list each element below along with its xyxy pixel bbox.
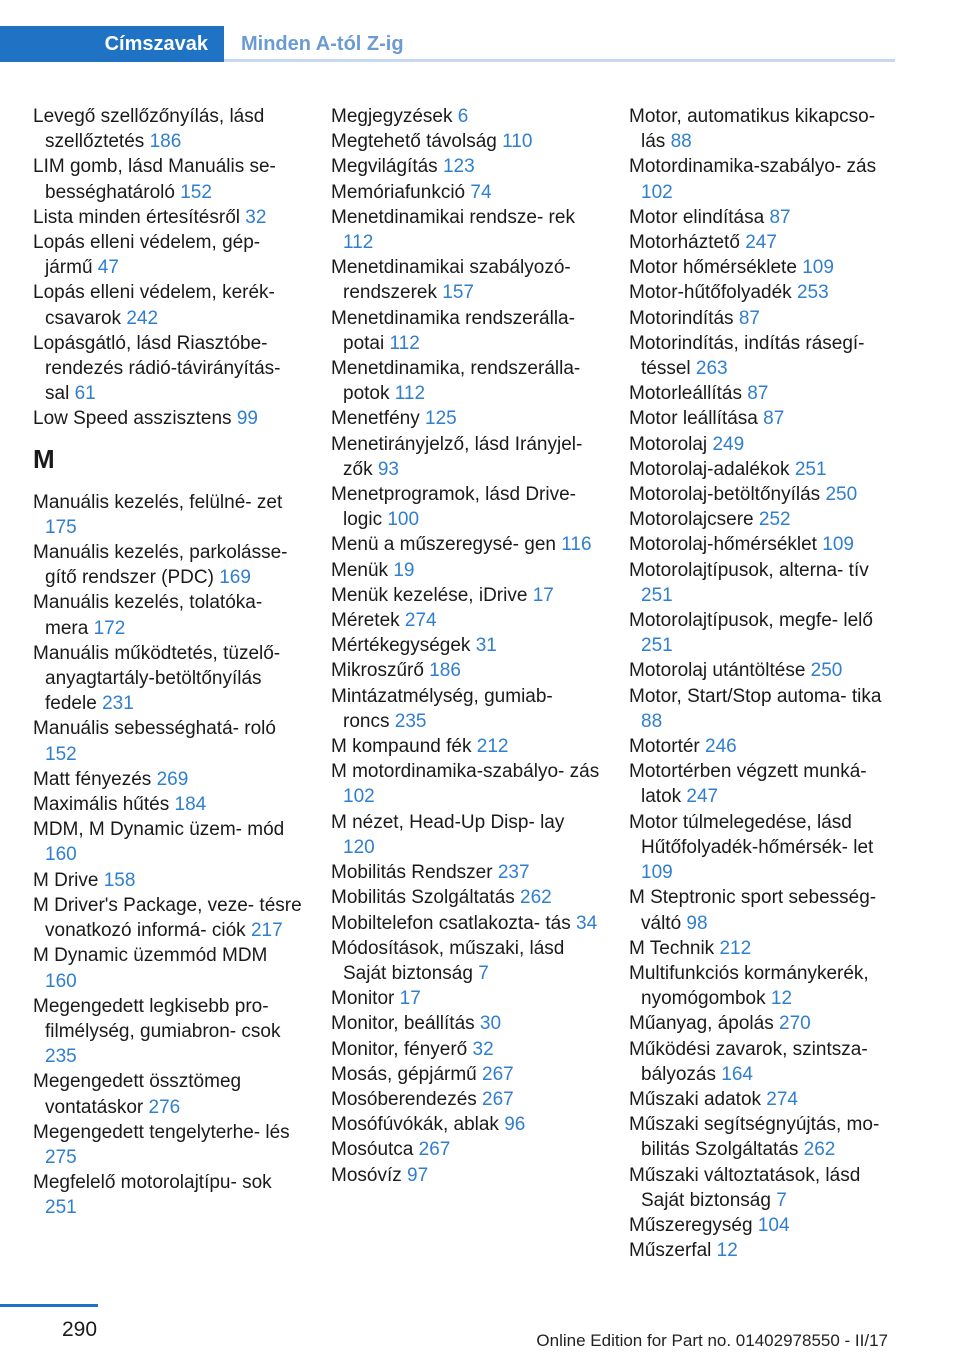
footer-rule [0, 1304, 98, 1307]
index-entry-text: Mosóutca [331, 1139, 414, 1161]
index-entry-text: Motor túlmelegedése, lásd Hűtőfolyadék-hőmérsék- let [629, 811, 874, 858]
page-link[interactable]: 235 [394, 710, 427, 732]
page-link[interactable]: 17 [532, 584, 554, 606]
index-entry-text: Motorolaj-adalékok [629, 458, 790, 480]
index-entry-text: Mobiltelefon csatlakozta- tás [331, 912, 571, 934]
index-entry [629, 1213, 899, 1238]
index-entry-text: Mikroszűrő [331, 660, 424, 682]
index-entry-text: Menetprogramok, lásd Drive- logic [331, 484, 576, 531]
index-entry [33, 280, 303, 330]
page-link[interactable]: 88 [670, 131, 692, 153]
index-entry [33, 994, 303, 1070]
page-link[interactable]: 120 [343, 836, 375, 858]
index-entry-text: Motor hőmérséklete [629, 257, 797, 279]
index-entry [629, 432, 899, 457]
index-entry [629, 457, 899, 482]
page-link[interactable]: 97 [407, 1164, 429, 1186]
index-entry-text: M Driver's Package, veze- tésre vonatkozó informá- ciók [33, 894, 302, 942]
index-entry-text: Manuális kezelés, felülné- zet [33, 491, 283, 513]
index-entry [33, 792, 303, 817]
index-entry [331, 684, 601, 734]
index-entry-text: Motorolaj utántöltése [629, 660, 806, 682]
index-entry-text: Multifunkciós kormánykerék, nyomógombok [629, 962, 869, 1010]
index-entry-text: Megengedett össztömeg vontatáskor [33, 1071, 242, 1118]
index-entry [331, 1062, 601, 1087]
index-entry [33, 868, 303, 893]
index-column-3 [629, 104, 899, 1263]
index-entry-text: Motordinamika-szabályo- zás [629, 156, 877, 178]
index-entry-text: Megengedett legkisebb pro- filmélység, gumiabron- csok [33, 995, 281, 1042]
index-entry [629, 381, 899, 406]
index-entry [33, 230, 303, 280]
index-entry-text: Levegő szellőzőnyílás, lásd szellőztetés [33, 106, 265, 153]
index-entry [629, 961, 899, 1011]
index-entry-text: Megfelelő motorolajtípu- sok [33, 1172, 272, 1194]
page-link[interactable]: 251 [641, 584, 673, 606]
index-entry-text: Méretek [331, 610, 400, 632]
page-link[interactable]: 251 [45, 1197, 77, 1219]
page-link[interactable]: 175 [45, 516, 77, 538]
page-link[interactable]: 93 [377, 458, 399, 480]
page-link[interactable]: 253 [796, 282, 829, 304]
index-entry [629, 532, 899, 557]
index-entry [331, 810, 601, 860]
index-entry [331, 129, 601, 154]
index-entry [33, 154, 303, 204]
page-link[interactable]: 110 [502, 131, 533, 153]
page-link[interactable]: 247 [745, 232, 777, 254]
header-tabs [0, 26, 895, 62]
index-entry [33, 943, 303, 993]
index-entry-text: Motorolaj-hőmérséklet [629, 534, 817, 556]
page-link[interactable]: 6 [457, 106, 469, 127]
index-entry-text: Monitor [331, 988, 395, 1010]
index-entry-text: Megengedett tengelyterhe- lés [33, 1121, 290, 1143]
page-link[interactable]: 169 [219, 567, 251, 589]
page-link[interactable]: 19 [393, 559, 415, 581]
page-link[interactable]: 250 [825, 484, 858, 506]
index-entry-text: Műszaki változtatások, lásd Saját biztonság [629, 1164, 861, 1211]
index-entry-text: Motorindítás, indítás rásegí- téssel [629, 332, 865, 380]
index-entry [629, 684, 899, 734]
page-link[interactable]: 112 [389, 332, 420, 354]
page-link[interactable]: 186 [149, 131, 182, 153]
page-link[interactable]: 164 [721, 1063, 753, 1085]
index-entry-text: Motor-hűtőfolyadék [629, 282, 792, 304]
index-entry [331, 1112, 601, 1137]
index-entry [331, 205, 601, 255]
page-link[interactable]: 212 [719, 937, 752, 959]
page-link[interactable]: 102 [641, 181, 673, 203]
index-entry [629, 759, 899, 809]
page-link[interactable]: 7 [478, 962, 489, 984]
index-entry-text: Megvilágítás [331, 156, 438, 178]
page-link[interactable]: 98 [686, 912, 708, 934]
page-link[interactable]: 157 [442, 282, 474, 304]
index-entry [33, 893, 303, 943]
index-entry [33, 817, 303, 867]
page-link[interactable]: 47 [97, 257, 119, 279]
index-entry-text: Manuális kezelés, parkolásse- gítő rendszer (PDC) [33, 542, 288, 589]
index-entry [331, 583, 601, 608]
edition-note: Online Edition for Part no. 01402978550 - II/17 [536, 1331, 888, 1350]
index-entry-text: Módosítások, műszaki, lásd Saját biztonság [331, 937, 565, 984]
index-entry-text: Menetfény [331, 408, 420, 430]
index-entry [629, 1238, 899, 1263]
index-entry-text: M nézet, Head-Up Disp- lay [331, 811, 565, 833]
index-entry [331, 911, 601, 936]
index-entry-text: Mosóberendezés [331, 1088, 477, 1110]
index-column-2 [331, 104, 601, 1188]
index-entry [629, 331, 899, 381]
index-entry-text: Menetdinamikai szabályozó- rendszerek [331, 257, 571, 304]
page-link[interactable]: 252 [758, 509, 791, 531]
page-link[interactable]: 87 [738, 307, 760, 329]
index-entry [629, 936, 899, 961]
index-entry-text: Motorindítás [629, 307, 734, 329]
page-link[interactable]: 186 [429, 660, 461, 682]
index-entry [331, 482, 601, 532]
page-link[interactable]: 250 [810, 660, 843, 682]
page-link[interactable]: 267 [482, 1063, 514, 1085]
index-entry-text: Mosás, gépjármű [331, 1063, 477, 1085]
index-entry-text: Menetdinamika rendszerálla- potai [331, 307, 575, 354]
page-link[interactable]: 32 [245, 206, 267, 228]
page-link[interactable]: 235 [45, 1046, 77, 1068]
index-entry [629, 1011, 899, 1036]
page-link[interactable]: 7 [776, 1189, 787, 1211]
page-link[interactable]: 87 [763, 408, 785, 430]
page-link[interactable]: 32 [472, 1038, 494, 1060]
index-entry [331, 356, 601, 406]
index-entry [629, 658, 899, 683]
index-entry [33, 331, 303, 407]
index-entry [629, 1087, 899, 1112]
index-entry-text: Műszaki segítségnyújtás, mo- bilitás Szolgáltatás [629, 1114, 880, 1161]
index-entry-text: Memóriafunkció [331, 181, 466, 203]
page-link[interactable]: 247 [686, 786, 719, 808]
index-letter-heading: M [33, 443, 55, 474]
index-entry [33, 205, 303, 230]
index-entry [33, 1120, 303, 1170]
index-entry-text: Monitor, beállítás [331, 1013, 475, 1035]
index-entry [331, 658, 601, 683]
index-entry-text: Manuális kezelés, tolatóka- mera [33, 592, 263, 639]
tab-cimszavak[interactable]: Címszavak [0, 26, 224, 62]
page-link[interactable]: 172 [93, 617, 126, 639]
index-entry [331, 759, 601, 809]
index-entry [33, 540, 303, 590]
page-number: 290 [62, 1318, 98, 1341]
index-entry-text: Mobilitás Szolgáltatás [331, 887, 515, 909]
index-entry-text: Megtehető távolság [331, 131, 497, 153]
page-link[interactable]: 125 [425, 408, 457, 430]
index-entry [33, 1170, 303, 1220]
index-entry [33, 1069, 303, 1119]
index-entry-text: MDM, M Dynamic üzem- mód [33, 819, 285, 841]
page-link[interactable]: 74 [470, 181, 492, 203]
page-link[interactable]: 112 [343, 232, 374, 254]
page-link[interactable]: 237 [497, 862, 530, 884]
index-entry-text: Műanyag, ápolás [629, 1013, 774, 1035]
index-column-1 [33, 104, 303, 1221]
tab-minden-a-z[interactable]: Minden A-tól Z-ig [241, 33, 404, 55]
index-entry [331, 1087, 601, 1112]
page-link[interactable]: 152 [45, 743, 77, 765]
index-entry [331, 180, 601, 205]
page-link[interactable]: 184 [174, 794, 207, 816]
page-link[interactable]: 61 [74, 383, 96, 405]
page-link[interactable]: 12 [716, 1240, 738, 1262]
index-entry [629, 406, 899, 431]
index-entry-text: Mosóvíz [331, 1164, 402, 1186]
index-entry [331, 734, 601, 759]
page-link[interactable]: 276 [148, 1096, 181, 1118]
index-entry [629, 810, 899, 886]
index-entry [629, 1112, 899, 1162]
index-entry [331, 885, 601, 910]
index-entry [629, 558, 899, 608]
page-link[interactable]: 123 [442, 156, 475, 178]
page-link[interactable]: 275 [45, 1146, 77, 1168]
index-entry-text: Manuális sebességhatá- roló [33, 718, 276, 740]
page-link[interactable]: 231 [102, 693, 134, 715]
index-entry-text: M Steptronic sport sebesség- váltó [629, 887, 877, 934]
index-entry-text: Menetdinamikai rendsze- rek [331, 206, 575, 228]
index-entry-text: Lopásgátló, lásd Riasztóbe- rendezés rádió-távirányítás- sal [33, 332, 281, 405]
index-entry-text: M motordinamika-szabályo- zás [331, 761, 600, 783]
page-link[interactable]: 96 [504, 1114, 526, 1136]
index-entry [33, 406, 303, 431]
index-entry-text: Műszerfal [629, 1240, 712, 1262]
page-link[interactable]: 251 [641, 635, 673, 657]
index-entry [331, 154, 601, 179]
index-entry [331, 104, 601, 129]
page-link[interactable]: 249 [712, 433, 745, 455]
index-entry [331, 532, 601, 557]
index-entry-text: Monitor, fényerő [331, 1038, 468, 1060]
index-entry-text: LIM gomb, lásd Manuális se- bességhatároló [33, 156, 276, 203]
index-entry [629, 154, 899, 204]
page-link[interactable]: 87 [769, 206, 791, 228]
index-entry [331, 986, 601, 1011]
page-link[interactable]: 12 [770, 988, 793, 1010]
index-entry [629, 230, 899, 255]
index-entry [629, 255, 899, 280]
index-entry-text: Működési zavarok, szintsza- bályozás [629, 1038, 868, 1085]
index-entry-text: Maximális hűtés [33, 794, 170, 816]
page-link[interactable]: 104 [757, 1214, 790, 1236]
index-entry [331, 1037, 601, 1062]
index-entry-text: M Technik [629, 937, 715, 959]
index-entry [629, 1037, 899, 1087]
page-link[interactable]: 112 [394, 383, 426, 405]
index-entry-text: Matt fényezés [33, 768, 152, 790]
page-link[interactable]: 34 [576, 912, 598, 934]
index-entry-text: Menetdinamika, rendszerálla- potok [331, 358, 581, 405]
index-entry-text: Lopás elleni védelem, kerék- csavarok [33, 282, 275, 329]
index-entry-text: Műszaki adatok [629, 1088, 762, 1110]
index-entry [629, 104, 899, 154]
index-entry-text: Motortérben végzett munká- latok [629, 761, 867, 808]
page-link[interactable]: 270 [779, 1013, 811, 1035]
index-entry-text: Motorolajtípusok, megfe- lelő [629, 610, 873, 632]
index-entry-text: Motorolaj-betöltőnyílás [629, 484, 821, 506]
index-entry-text: Motor, automatikus kikapcso- lás [629, 106, 876, 153]
index-entry-text: Motor, Start/Stop automa- tika [629, 685, 882, 707]
page-link[interactable]: 160 [45, 970, 77, 992]
page-link[interactable]: 269 [156, 768, 189, 790]
index-entry-text: Mosófúvókák, ablak [331, 1114, 499, 1136]
index-entry-text: Menetirányjelző, lásd Irányjel- zők [331, 433, 583, 480]
index-entry [331, 1137, 601, 1162]
page-link[interactable]: 262 [803, 1139, 836, 1161]
index-entry [331, 936, 601, 986]
index-entry [331, 608, 601, 633]
page-link[interactable]: 109 [802, 257, 834, 279]
index-entry-text: Motortér [629, 736, 700, 758]
page-link[interactable]: 263 [695, 358, 728, 380]
index-entry-text: Menük kezelése, iDrive [331, 584, 528, 606]
index-entry-text: Motorolajtípusok, alterna- tív [629, 559, 869, 581]
index-entry-text: Lopás elleni védelem, gép- jármű [33, 232, 261, 279]
page-link[interactable]: 274 [766, 1088, 798, 1110]
index-entry-text: Műszeregység [629, 1214, 753, 1236]
page-link[interactable]: 267 [418, 1139, 451, 1161]
index-entry [629, 205, 899, 230]
index-entry [629, 608, 899, 658]
index-entry-text: Mintázatmélység, gumiab- roncs [331, 685, 553, 732]
index-entry [629, 306, 899, 331]
index-entry-text: M kompaund fék [331, 736, 472, 758]
index-entry [331, 633, 601, 658]
index-entry-text: Motorolaj [629, 433, 708, 455]
page-link[interactable]: 246 [705, 736, 737, 758]
index-entry [33, 641, 303, 717]
page-link[interactable]: 100 [387, 509, 420, 531]
page-link[interactable]: 160 [45, 844, 77, 866]
page-link[interactable]: 102 [343, 786, 375, 808]
page-link[interactable]: 267 [482, 1088, 514, 1110]
index-entry [331, 306, 601, 356]
tab-underline [224, 59, 895, 62]
index-entry-text: M Dynamic üzemmód MDM [33, 945, 268, 967]
index-entry-text: Motorleállítás [629, 383, 742, 405]
page-link[interactable]: 99 [236, 408, 258, 430]
index-entry-text: Megjegyzések [331, 106, 453, 127]
index-entry [33, 490, 303, 540]
page-link[interactable]: 109 [641, 862, 673, 884]
index-entry [331, 558, 601, 583]
page-link[interactable]: 217 [250, 920, 283, 942]
page-link[interactable]: 31 [475, 635, 497, 657]
index-entry [331, 255, 601, 305]
index-entry-text: Manuális működtetés, tüzelő- anyagtartály-betöltőnyílás fedele [33, 642, 281, 715]
index-entry-text: Mobilitás Rendszer [331, 862, 493, 884]
index-entry-text: Menü a műszeregysé- gen [331, 534, 556, 556]
index-entry [331, 432, 601, 482]
page-link[interactable]: 87 [747, 383, 769, 405]
index-entry [33, 767, 303, 792]
index-entry [629, 507, 899, 532]
index-entry [33, 104, 303, 154]
index-entry-text: Lista minden értesítésről [33, 206, 240, 228]
index-entry-text: M Drive [33, 869, 99, 891]
index-entry [629, 885, 899, 935]
index-entry [331, 1011, 601, 1036]
index-entry [33, 590, 303, 640]
page-link[interactable]: 30 [479, 1013, 502, 1035]
page-link[interactable]: 109 [822, 534, 854, 556]
page-link[interactable]: 262 [520, 887, 552, 909]
index-entry-text: Motorolajcsere [629, 509, 754, 531]
index-entry-text: Motor elindítása [629, 206, 765, 228]
page-link[interactable]: 251 [794, 458, 827, 480]
index-entry-text: Motor leállítása [629, 408, 758, 430]
page-link[interactable]: 17 [399, 988, 421, 1010]
page-link[interactable]: 158 [103, 869, 136, 891]
page-link[interactable]: 242 [126, 307, 159, 329]
index-entry-text: Low Speed asszisztens [33, 408, 232, 430]
index-entry-text: Motorháztető [629, 232, 740, 254]
index-entry [331, 406, 601, 431]
index-entry-text: Mértékegységek [331, 635, 471, 657]
index-entry [629, 1163, 899, 1213]
index-entry [629, 734, 899, 759]
page-link[interactable]: 212 [476, 736, 509, 758]
index-entry [629, 280, 899, 305]
page-link[interactable]: 152 [180, 181, 212, 203]
index-entry [629, 482, 899, 507]
page-link[interactable]: 274 [404, 610, 437, 632]
index-entry [33, 716, 303, 766]
index-entry-text: Menük [331, 559, 389, 581]
index-entry [331, 860, 601, 885]
page-link[interactable]: 88 [641, 710, 663, 732]
index-entry [331, 1163, 601, 1188]
page-link[interactable]: 116 [561, 534, 592, 556]
